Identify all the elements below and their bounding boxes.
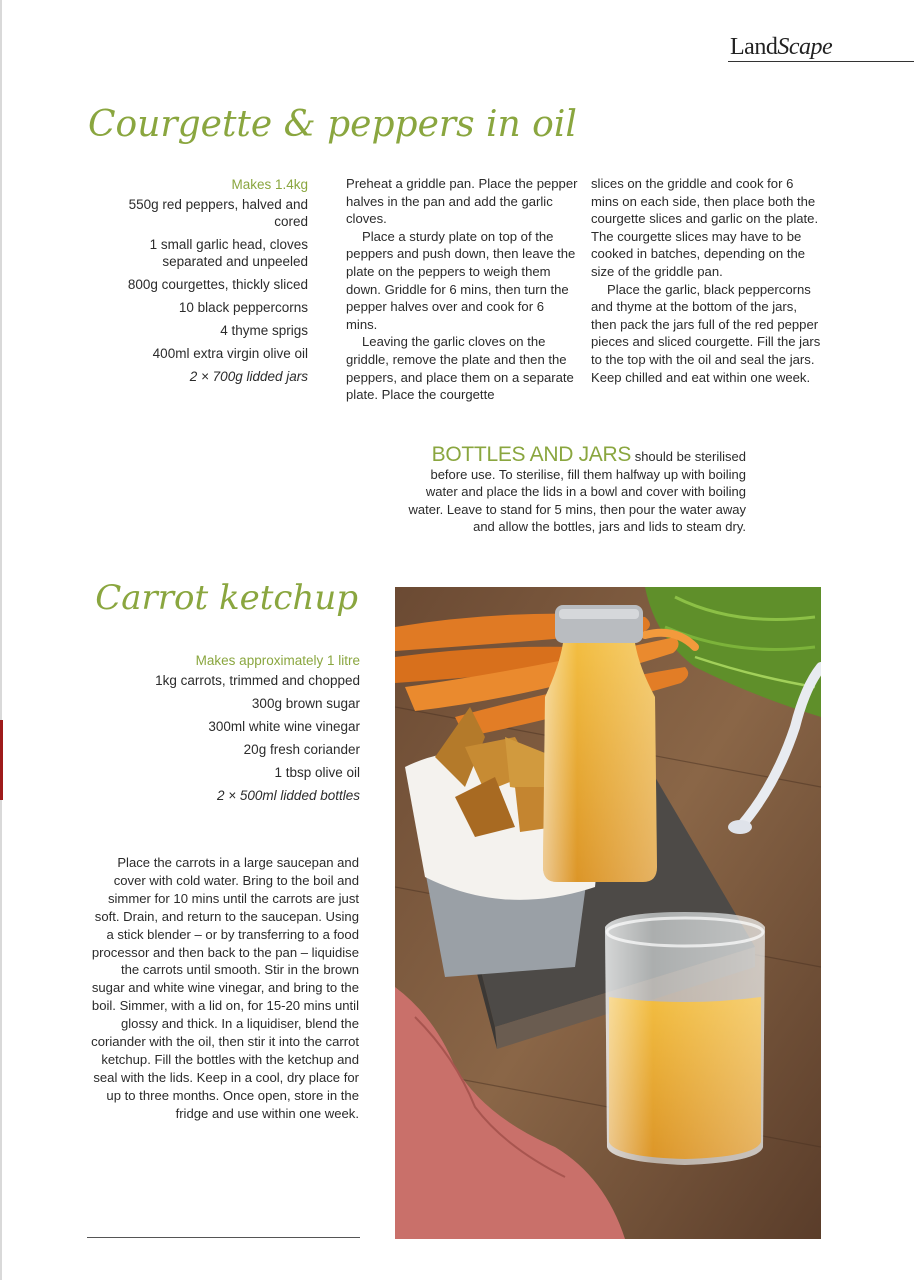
sterilising-tip [396, 443, 746, 536]
ingredient-item: 300ml white wine vinegar [208, 719, 360, 734]
method-paragraph: Using a stick blender – or by transferring to a food processor and then back to the pan – liquidise the carrots until smooth. Stir in the brown sugar and white wine vinegar, and bring to the boil. Simmer, with a lid on, for 15-20 mins until glossy and thick. [91, 908, 359, 1032]
ingredient-item: 800g courgettes, thickly sliced [127, 277, 308, 292]
ingredient-item: 400ml extra virgin olive oil [152, 346, 308, 361]
brand-part-1: Land [730, 34, 778, 60]
footer-rule [87, 1237, 360, 1238]
recipe1-method-column-2 [591, 175, 823, 386]
ingredient-item: 10 black peppercorns [178, 300, 308, 315]
method-paragraph: Preheat a griddle pan. Place the pepper halves in the pan and add the garlic cloves. [346, 176, 578, 227]
ingredient-item: 1 small garlic head, cloves separated and unpeeled [149, 237, 308, 269]
recipe1-title: Courgette & peppers in oil [88, 104, 577, 145]
ingredient-item: 20g fresh coriander [243, 742, 360, 757]
brand-part-2: Scape [777, 34, 833, 60]
recipe1-yield: Makes 1.4kg [231, 177, 308, 192]
ingredient-item: 1kg carrots, trimmed and chopped [155, 673, 360, 688]
page-spine [0, 0, 2, 1280]
ketchup-photo-illustration [395, 587, 821, 1239]
page-edge-mark [0, 720, 3, 800]
method-paragraph: Leaving the garlic cloves on the griddle, remove the plate and then the peppers, and place them on a separate plate. Place the courgette [346, 334, 574, 403]
ingredient-item: 1 tbsp olive oil [274, 765, 360, 780]
recipe1-ingredients [100, 176, 308, 391]
recipe2-method [90, 854, 359, 1123]
ketchup-photo [395, 587, 821, 1239]
magazine-brand [730, 34, 832, 61]
recipe2-title: Carrot ketchup [95, 578, 358, 618]
tip-text: should be sterilised before use. To sterilise, fill them halfway up with boiling water and place the lids in a bowl and cover with boiling water. Leave to stand for 5 mins, then pour the water away and allow the bottles, jars and lids to steam dry. [408, 449, 746, 535]
recipe1-method-column-1 [346, 175, 578, 404]
ketchup-jar [605, 912, 765, 1165]
method-paragraph: Place a sturdy plate on top of the peppers and push down, then leave the plate on the peppers to weigh them down. Griddle for 6 mins, then turn the pepper halves over and cook for 6 mins. [346, 228, 576, 332]
brand-underline [728, 61, 914, 62]
ingredient-item: 550g red peppers, halved and cored [128, 197, 308, 229]
method-paragraph: Place the garlic, black peppercorns and thyme at the bottom of the jars, then pack the jars full of the red pepper pieces and sliced courgette. Fill the jars to the top with the oil and seal the jars. Keep chilled and eat within one week. [591, 281, 821, 385]
method-paragraph: slices on the griddle and cook for 6 mins on each side, then place both the courgette slices and garlic on the plate. The courgette slices may have to be cooked in batches, depending on the size of the griddle pan. [591, 176, 819, 279]
ingredient-item: 2 × 500ml lidded bottles [217, 788, 360, 803]
recipe2-ingredients [150, 652, 360, 810]
ingredient-item: 300g brown sugar [251, 696, 360, 711]
tip-heading: BOTTLES AND JARS [431, 443, 632, 466]
ingredient-item: 2 × 700g lidded jars [189, 369, 308, 384]
recipe2-yield: Makes approximately 1 litre [195, 653, 360, 668]
method-paragraph: In a liquidiser, blend the coriander with the oil, then stir it into the carrot ketchup. Fill the bottles with the ketchup and seal with the lids. Keep in a cool, dry place for up to three months. Once open, store in the fridge and use within one week. [91, 1016, 359, 1121]
ingredient-item: 4 thyme sprigs [220, 323, 308, 338]
method-paragraph: Place the carrots in a large saucepan and cover with cold water. Bring to the boil and simmer for 10 mins until the carrots are just soft. Drain, and return to the saucepan. [94, 855, 359, 924]
